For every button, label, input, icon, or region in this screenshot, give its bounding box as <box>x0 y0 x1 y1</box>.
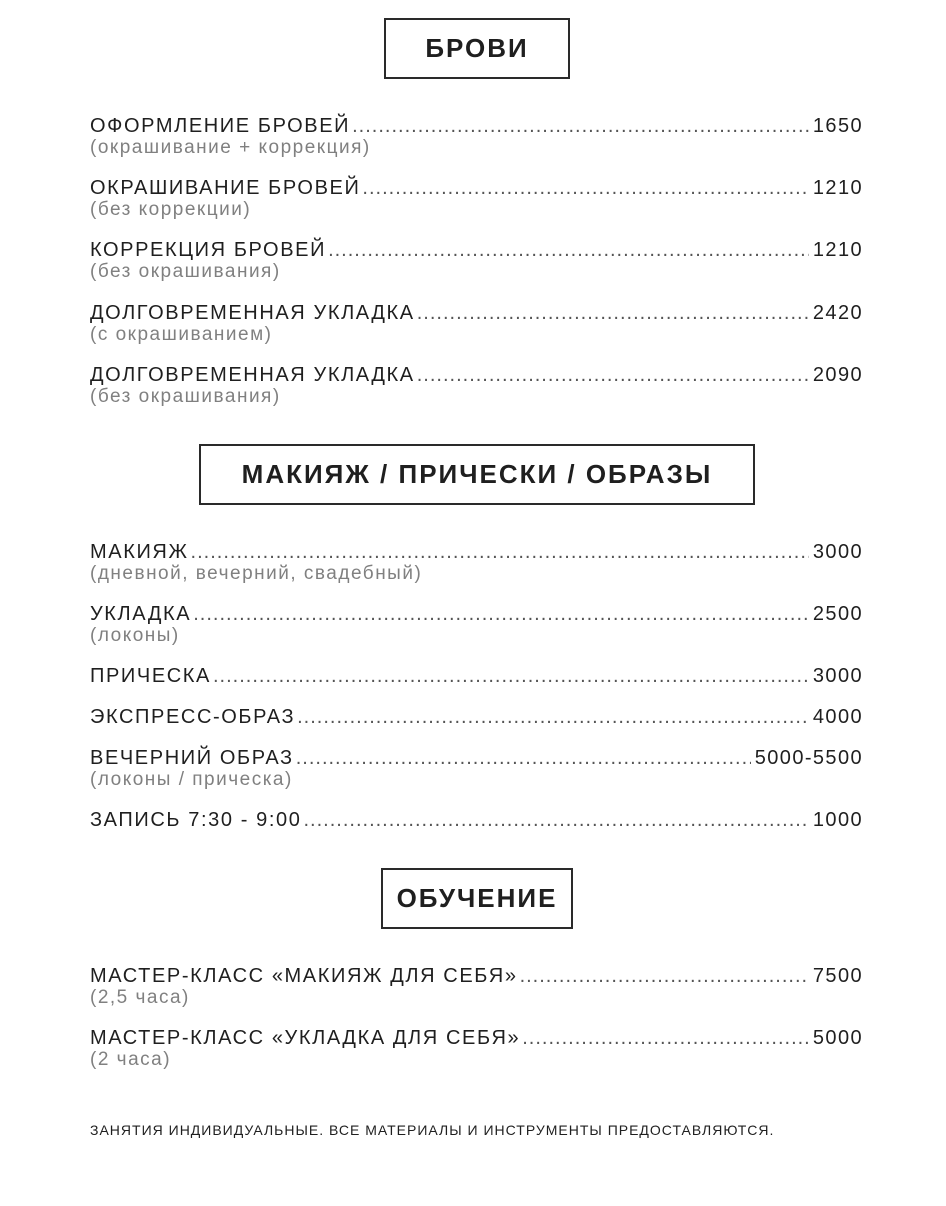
service-note: (с окрашиванием) <box>90 324 273 345</box>
dot-leader <box>296 747 751 769</box>
price-item <box>90 665 863 687</box>
service-price: 2090 <box>812 364 863 386</box>
service-note: (2 часа) <box>90 1049 172 1070</box>
service-name: ДОЛГОВРЕМЕННАЯ УКЛАДКА <box>90 302 415 324</box>
service-name: ЭКСПРЕСС-ОБРАЗ <box>90 706 296 728</box>
dot-leader <box>193 603 809 625</box>
dot-leader <box>213 665 809 687</box>
price-item <box>90 302 863 345</box>
dot-leader <box>417 364 809 386</box>
price-item <box>90 965 863 1008</box>
price-item <box>90 115 863 158</box>
service-name: ПРИЧЕСКА <box>90 665 211 687</box>
dot-leader <box>522 1027 809 1049</box>
service-note: (дневной, вечерний, свадебный) <box>90 563 423 584</box>
service-note: (2,5 часа) <box>90 987 190 1008</box>
price-item <box>90 747 863 790</box>
dot-leader <box>328 239 809 261</box>
service-name: ОКРАШИВАНИЕ БРОВЕЙ <box>90 177 361 199</box>
service-name: ОФОРМЛЕНИЕ БРОВЕЙ <box>90 115 351 137</box>
service-name: МАСТЕР-КЛАСС «МАКИЯЖ ДЛЯ СЕБЯ» <box>90 965 518 987</box>
section-title-text: БРОВИ <box>425 33 529 63</box>
service-name: ЗАПИСЬ 7:30 - 9:00 <box>90 809 302 831</box>
price-item <box>90 603 863 646</box>
service-price: 3000 <box>812 541 863 563</box>
service-price: 7500 <box>812 965 863 987</box>
price-item <box>90 364 863 407</box>
section-title-text: МАКИЯЖ / ПРИЧЕСКИ / ОБРАЗЫ <box>241 459 713 489</box>
service-note: (без коррекции) <box>90 199 252 220</box>
service-name: МАСТЕР-КЛАСС «УКЛАДКА ДЛЯ СЕБЯ» <box>90 1027 521 1049</box>
service-price: 1000 <box>812 809 863 831</box>
price-item <box>90 541 863 584</box>
price-item <box>90 1027 863 1070</box>
service-price: 1210 <box>812 177 863 199</box>
service-price: 1650 <box>812 115 863 137</box>
service-note: (локоны) <box>90 625 180 646</box>
section-title-makeup <box>199 444 755 505</box>
dot-leader <box>304 809 809 831</box>
service-name: УКЛАДКА <box>90 603 192 625</box>
dot-leader <box>352 115 809 137</box>
dot-leader <box>297 706 809 728</box>
dot-leader <box>417 302 809 324</box>
section-title-training <box>381 868 573 929</box>
dot-leader <box>362 177 808 199</box>
service-name: ВЕЧЕРНИЙ ОБРАЗ <box>90 747 294 769</box>
dot-leader <box>520 965 809 987</box>
service-note: (без окрашивания) <box>90 386 281 407</box>
footnote: ЗАНЯТИЯ ИНДИВИДУАЛЬНЫЕ. ВСЕ МАТЕРИАЛЫ И ИНСТРУМЕНТЫ ПРЕДОСТАВЛЯЮТСЯ. <box>90 1122 775 1138</box>
service-name: КОРРЕКЦИЯ БРОВЕЙ <box>90 239 327 261</box>
service-name: МАКИЯЖ <box>90 541 189 563</box>
dot-leader <box>191 541 809 563</box>
price-item <box>90 706 863 728</box>
service-price: 5000-5500 <box>754 747 863 769</box>
service-note: (окрашивание + коррекция) <box>90 137 371 158</box>
service-price: 5000 <box>812 1027 863 1049</box>
section-title-text: ОБУЧЕНИЕ <box>396 883 558 913</box>
price-item <box>90 809 863 831</box>
service-price: 3000 <box>812 665 863 687</box>
service-note: (без окрашивания) <box>90 261 281 282</box>
price-item <box>90 239 863 282</box>
service-price: 2420 <box>812 302 863 324</box>
service-name: ДОЛГОВРЕМЕННАЯ УКЛАДКА <box>90 364 415 386</box>
service-price: 2500 <box>812 603 863 625</box>
service-note: (локоны / прическа) <box>90 769 293 790</box>
service-price: 4000 <box>812 706 863 728</box>
service-price: 1210 <box>812 239 863 261</box>
section-title-brows <box>384 18 570 79</box>
price-item <box>90 177 863 220</box>
